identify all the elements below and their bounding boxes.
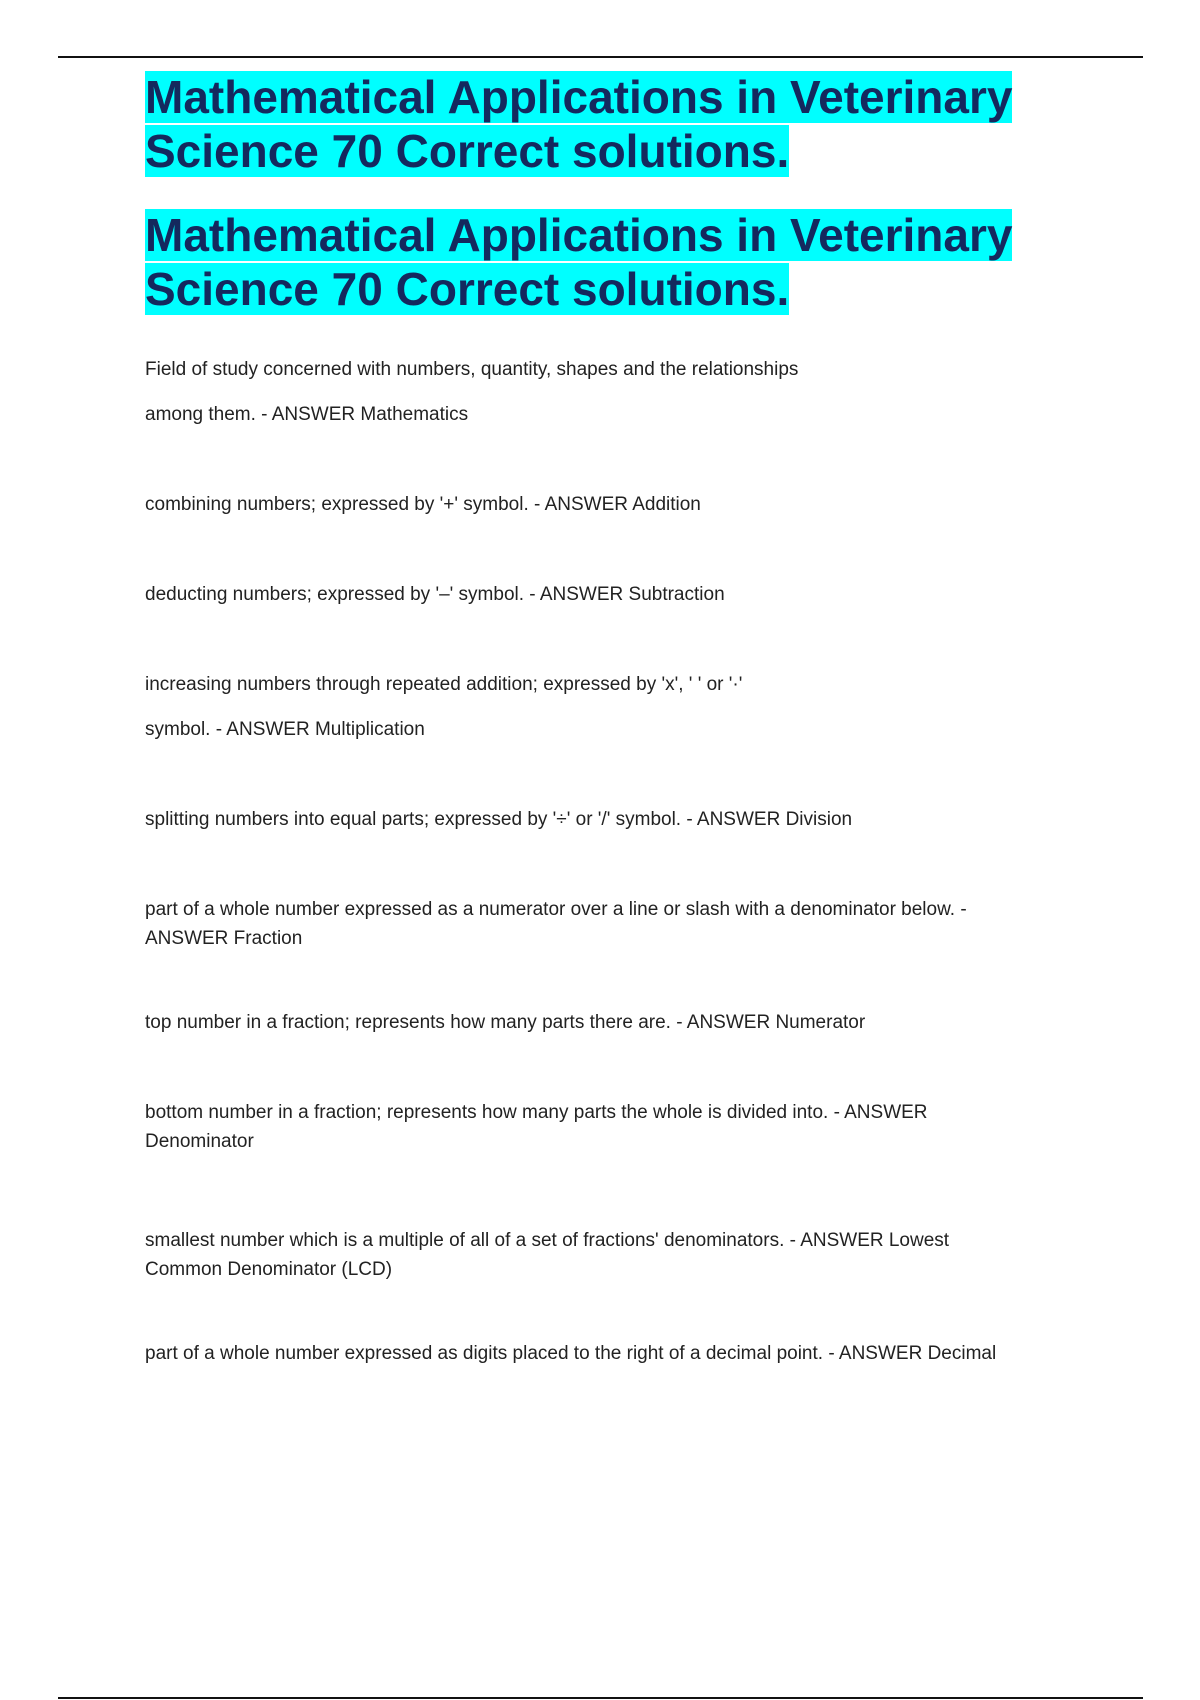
qa-line: symbol. - ANSWER Multiplication — [145, 719, 425, 740]
qa-line: top number in a fraction; represents how many parts there are. - ANSWER Numerator — [145, 1012, 866, 1033]
document-title-text: Mathematical Applications in Veterinary Science 70 Correct solutions. — [145, 71, 1013, 177]
top-rule — [58, 56, 1143, 58]
qa-item-fraction — [145, 895, 1065, 953]
qa-line: deducting numbers; expressed by '–' symbol. - ANSWER Subtraction — [145, 584, 725, 605]
qa-item-mathematics — [145, 355, 1065, 429]
document-title-repeat-text: Mathematical Applications in Veterinary Science 70 Correct solutions. — [145, 209, 1013, 315]
document-title-repeat — [145, 208, 1065, 316]
bottom-rule — [58, 1697, 1143, 1699]
qa-line: among them. - ANSWER Mathematics — [145, 404, 469, 425]
document-title — [145, 70, 1065, 178]
qa-line: splitting numbers into equal parts; expressed by '÷' or '/' symbol. - ANSWER Division — [145, 809, 853, 830]
qa-line: bottom number in a fraction; represents how many parts the whole is divided into. - ANSWER — [145, 1102, 928, 1123]
qa-line: Field of study concerned with numbers, quantity, shapes and the relationships — [145, 359, 799, 380]
qa-item-addition — [145, 490, 1065, 519]
document-page — [145, 70, 1065, 1384]
qa-item-denominator — [145, 1098, 1065, 1156]
qa-line: Denominator — [145, 1131, 254, 1152]
qa-line: ANSWER Fraction — [145, 928, 303, 949]
qa-line: Common Denominator (LCD) — [145, 1259, 393, 1280]
qa-list — [145, 355, 1065, 1368]
qa-line: part of a whole number expressed as digits placed to the right of a decimal point. - ANSWER Decimal — [145, 1343, 997, 1364]
qa-item-numerator — [145, 1008, 1065, 1037]
qa-line: smallest number which is a multiple of all of a set of fractions' denominators. - ANSWER Lowest — [145, 1230, 950, 1251]
qa-item-subtraction — [145, 580, 1065, 609]
qa-line: combining numbers; expressed by '+' symbol. - ANSWER Addition — [145, 494, 701, 515]
qa-line: increasing numbers through repeated addition; expressed by 'x', ' ' or '·' — [145, 674, 743, 695]
qa-item-lcd — [145, 1226, 1065, 1284]
qa-item-multiplication — [145, 670, 1065, 744]
qa-item-division — [145, 805, 1065, 834]
qa-line: part of a whole number expressed as a numerator over a line or slash with a denominator below. - — [145, 899, 967, 920]
qa-item-decimal — [145, 1339, 1065, 1368]
